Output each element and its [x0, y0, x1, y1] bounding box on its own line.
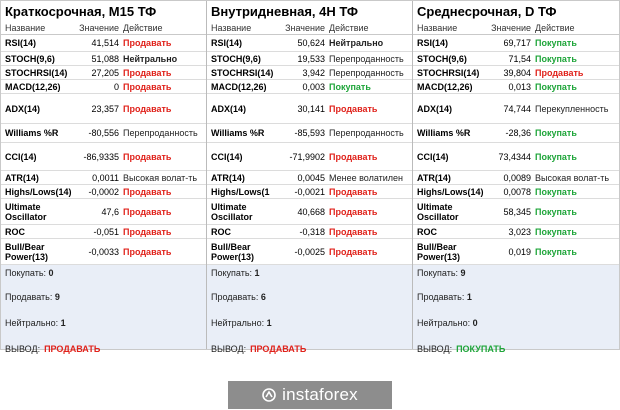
summary-neutral-count: 1 — [60, 318, 66, 328]
table-row — [207, 80, 412, 94]
table-row — [207, 239, 412, 265]
header-value: Значение — [79, 22, 119, 33]
summary-sell-count: 1 — [466, 292, 472, 302]
table-row — [413, 52, 619, 66]
indicator-action: Продавать — [123, 67, 172, 78]
indicator-action: Продавать — [123, 246, 172, 257]
verdict-label: ВЫВОД: — [417, 344, 453, 354]
indicator-value: 19,533 — [297, 53, 325, 64]
indicator-value: 47,6 — [101, 206, 119, 217]
indicator-name: Williams %R — [5, 128, 59, 138]
summary-buy — [211, 268, 260, 278]
table-row — [1, 66, 206, 80]
summary-box — [207, 265, 412, 354]
indicator-name: CCI(14) — [5, 151, 37, 162]
table-row — [207, 143, 412, 171]
indicator-action: Покупать — [535, 186, 577, 197]
indicator-value: 23,357 — [91, 103, 119, 114]
table-row — [207, 171, 412, 185]
indicator-value: 0,0089 — [503, 172, 531, 183]
table-row — [1, 143, 206, 171]
indicator-action: Перепроданность — [329, 53, 404, 64]
indicator-name: ADX(14) — [211, 103, 247, 114]
indicator-value: -0,318 — [299, 226, 325, 237]
summary-box — [413, 265, 619, 354]
indicator-name: ROC — [417, 226, 437, 237]
indicator-action: Продавать — [123, 151, 172, 162]
table-row — [207, 66, 412, 80]
indicator-action: Перекупленность — [535, 103, 609, 114]
indicator-action: Покупать — [535, 151, 577, 162]
summary-buy-count: 0 — [48, 268, 54, 278]
indicator-value: 71,54 — [508, 53, 531, 64]
summary-buy-label: Покупать: — [211, 268, 253, 278]
summary-neutral-count: 0 — [472, 318, 478, 328]
summary-sell-count: 9 — [54, 292, 60, 302]
indicator-name: ROC — [211, 226, 231, 237]
indicator-value: 39,804 — [503, 67, 531, 78]
indicator-name: CCI(14) — [417, 151, 449, 162]
panel-title: Среднесрочная, D ТФ — [417, 4, 557, 19]
indicator-action: Продавать — [123, 206, 172, 217]
indicator-name: Bull/Bear Power(13) — [417, 241, 461, 262]
table-row — [207, 199, 412, 225]
indicator-action: Продавать — [329, 103, 378, 114]
indicator-action: Нейтрально — [329, 38, 384, 48]
table-row — [1, 199, 206, 225]
table-row — [1, 239, 206, 265]
panel-2 — [413, 1, 619, 354]
summary-buy-label: Покупать: — [5, 268, 47, 278]
summary-buy-count: 1 — [254, 268, 260, 278]
indicator-action: Продавать — [123, 38, 172, 48]
header-action: Действие — [123, 22, 163, 33]
table-header — [1, 21, 206, 35]
verdict-label: ВЫВОД: — [211, 344, 247, 354]
indicator-rows — [413, 35, 619, 265]
indicator-name: STOCHRSI(14) — [211, 67, 274, 78]
table-row — [207, 185, 412, 199]
indicator-name: Ultimate Oscillator — [417, 201, 459, 222]
indicator-action: Покупать — [535, 81, 577, 92]
indicator-action: Продавать — [329, 246, 378, 257]
indicator-action: Высокая волат-ть — [535, 172, 610, 183]
indicator-name: Bull/Bear Power(13) — [211, 241, 255, 262]
header-name: Название — [211, 22, 252, 33]
summary-box — [1, 265, 206, 354]
summary-sell-label: Продавать: — [211, 292, 259, 302]
table-row — [413, 80, 619, 94]
summary-neutral — [5, 318, 66, 328]
table-row — [207, 225, 412, 239]
summary-neutral — [417, 318, 478, 328]
indicator-action: Продавать — [329, 151, 378, 162]
table-row — [1, 185, 206, 199]
indicator-name: STOCHRSI(14) — [417, 67, 480, 78]
indicator-name: STOCHRSI(14) — [5, 67, 68, 78]
panel-title: Краткосрочная, M15 ТФ — [5, 4, 157, 19]
table-row — [1, 94, 206, 124]
indicator-action: Покупать — [535, 206, 577, 217]
summary-sell-label: Продавать: — [417, 292, 465, 302]
indicator-name: STOCH(9,6) — [5, 53, 55, 64]
table-row — [413, 185, 619, 199]
indicator-action: Высокая волат-ть — [123, 172, 198, 183]
summary-buy — [5, 268, 54, 278]
panel-title: Внутридневная, 4H ТФ — [211, 4, 358, 19]
instaforex-logo[interactable] — [228, 381, 392, 409]
panel-1 — [207, 1, 413, 354]
verdict-value: ПРОДАВАТЬ — [250, 344, 307, 354]
indicator-value: 0,019 — [508, 246, 531, 257]
indicator-value: -0,0025 — [294, 246, 325, 257]
table-row — [413, 143, 619, 171]
indicator-value: -71,9902 — [289, 151, 325, 162]
indicator-action: Покупать — [535, 246, 577, 257]
indicator-rows — [207, 35, 412, 265]
verdict-label: ВЫВОД: — [5, 344, 41, 354]
summary-sell — [5, 292, 60, 302]
header-value: Значение — [491, 22, 531, 33]
summary-sell-label: Продавать: — [5, 292, 53, 302]
summary-verdict — [417, 344, 505, 354]
indicator-name: CCI(14) — [211, 151, 243, 162]
indicator-action: Покупать — [535, 53, 577, 64]
table-header — [413, 21, 619, 35]
indicator-name: STOCH(9,6) — [417, 53, 467, 64]
indicator-value: -0,051 — [93, 226, 119, 237]
indicator-value: -80,556 — [88, 128, 119, 138]
header-name: Название — [5, 22, 46, 33]
table-row — [413, 124, 619, 143]
summary-neutral-label: Нейтрально: — [417, 318, 471, 328]
table-row — [1, 124, 206, 143]
indicator-name: RSI(14) — [5, 38, 37, 48]
summary-buy-count: 9 — [460, 268, 466, 278]
indicator-value: 40,668 — [297, 206, 325, 217]
indicator-value: 50,624 — [297, 38, 325, 48]
indicator-value: 30,141 — [297, 103, 325, 114]
indicator-value: -0,0002 — [88, 186, 119, 197]
indicator-name: MACD(12,26) — [417, 81, 473, 92]
table-row — [1, 171, 206, 185]
header-action: Действие — [329, 22, 369, 33]
summary-sell-count: 6 — [260, 292, 266, 302]
summary-neutral — [211, 318, 272, 328]
indicator-action: Покупать — [535, 226, 577, 237]
indicator-name: Highs/Lows(14) — [417, 186, 484, 197]
summary-neutral-label: Нейтрально: — [211, 318, 265, 328]
table-row — [413, 94, 619, 124]
indicator-name: MACD(12,26) — [5, 81, 61, 92]
indicator-action: Продавать — [535, 67, 584, 78]
indicator-name: Bull/Bear Power(13) — [5, 241, 49, 262]
summary-sell — [211, 292, 266, 302]
indicator-name: ATR(14) — [417, 172, 451, 183]
indicator-name: ROC — [5, 226, 25, 237]
indicator-value: 0,0045 — [297, 172, 325, 183]
table-row — [1, 52, 206, 66]
indicator-name: ADX(14) — [5, 103, 41, 114]
verdict-value: ПРОДАВАТЬ — [44, 344, 101, 354]
indicator-name: RSI(14) — [211, 38, 243, 48]
table-row — [207, 52, 412, 66]
table-row — [413, 35, 619, 52]
indicator-action: Продавать — [329, 206, 378, 217]
indicator-name: Highs/Lows(1 — [211, 186, 270, 197]
indicator-action: Покупать — [535, 128, 577, 138]
summary-verdict — [211, 344, 306, 354]
indicator-value: 0 — [113, 81, 119, 92]
indicator-action: Перепроданность — [329, 128, 404, 138]
indicator-action: Перепроданность — [123, 128, 198, 138]
table-row — [207, 35, 412, 52]
indicator-name: Ultimate Oscillator — [211, 201, 253, 222]
table-row — [1, 225, 206, 239]
summary-sell — [417, 292, 472, 302]
indicator-value: -0,0021 — [294, 186, 325, 197]
logo-text: instaforex — [282, 385, 358, 404]
table-row — [413, 199, 619, 225]
indicator-value: -86,9335 — [83, 151, 119, 162]
indicator-action: Продавать — [329, 226, 378, 237]
indicator-action: Продавать — [329, 186, 378, 197]
summary-buy — [417, 268, 466, 278]
indicator-name: RSI(14) — [417, 38, 449, 48]
summary-buy-label: Покупать: — [417, 268, 459, 278]
indicator-value: 3,942 — [302, 67, 325, 78]
indicator-action: Продавать — [123, 81, 172, 92]
indicator-name: ADX(14) — [417, 103, 453, 114]
indicator-name: Ultimate Oscillator — [5, 201, 47, 222]
table-row — [1, 35, 206, 52]
indicator-value: 58,345 — [503, 206, 531, 217]
header-value: Значение — [285, 22, 325, 33]
indicator-value: 51,088 — [91, 53, 119, 64]
indicator-value: -28,36 — [505, 128, 531, 138]
indicator-value: -0,0033 — [88, 246, 119, 257]
summary-neutral-count: 1 — [266, 318, 272, 328]
indicator-rows — [1, 35, 206, 265]
table-row — [413, 239, 619, 265]
table-row — [207, 124, 412, 143]
indicator-value: -85,593 — [294, 128, 325, 138]
indicator-name: Highs/Lows(14) — [5, 186, 72, 197]
indicator-action: Продавать — [123, 226, 172, 237]
indicator-value: 3,023 — [508, 226, 531, 237]
panel-0 — [1, 1, 207, 354]
header-name: Название — [417, 22, 458, 33]
table-row — [413, 171, 619, 185]
indicator-value: 69,717 — [503, 38, 531, 48]
indicator-value: 0,0011 — [92, 172, 119, 183]
header-action: Действие — [535, 22, 575, 33]
indicator-action: Менее волатилен — [329, 172, 404, 183]
indicator-action: Продавать — [123, 103, 172, 114]
table-row — [413, 225, 619, 239]
summary-neutral-label: Нейтрально: — [5, 318, 59, 328]
indicator-name: ATR(14) — [211, 172, 245, 183]
indicator-action: Перепроданность — [329, 67, 404, 78]
indicator-value: 0,003 — [302, 81, 325, 92]
indicator-value: 0,0078 — [503, 186, 531, 197]
indicator-value: 73,4344 — [498, 151, 531, 162]
indicator-value: 0,013 — [508, 81, 531, 92]
instaforex-logo-icon — [262, 388, 276, 402]
indicator-name: MACD(12,26) — [211, 81, 267, 92]
indicator-action: Покупать — [329, 81, 371, 92]
indicator-action: Нейтрально — [123, 53, 178, 64]
table-header — [207, 21, 412, 35]
table-row — [1, 80, 206, 94]
indicator-name: Williams %R — [211, 128, 265, 138]
indicator-value: 41,514 — [91, 38, 119, 48]
summary-verdict — [5, 344, 100, 354]
indicator-action: Покупать — [535, 38, 577, 48]
indicator-value: 27,205 — [91, 67, 119, 78]
table-row — [413, 66, 619, 80]
indicator-name: Williams %R — [417, 128, 471, 138]
indicator-name: ATR(14) — [5, 172, 39, 183]
indicator-name: STOCH(9,6) — [211, 53, 261, 64]
indicator-action: Продавать — [123, 186, 172, 197]
table-row — [207, 94, 412, 124]
verdict-value: ПОКУПАТЬ — [456, 344, 506, 354]
indicator-value: 74,744 — [503, 103, 531, 114]
